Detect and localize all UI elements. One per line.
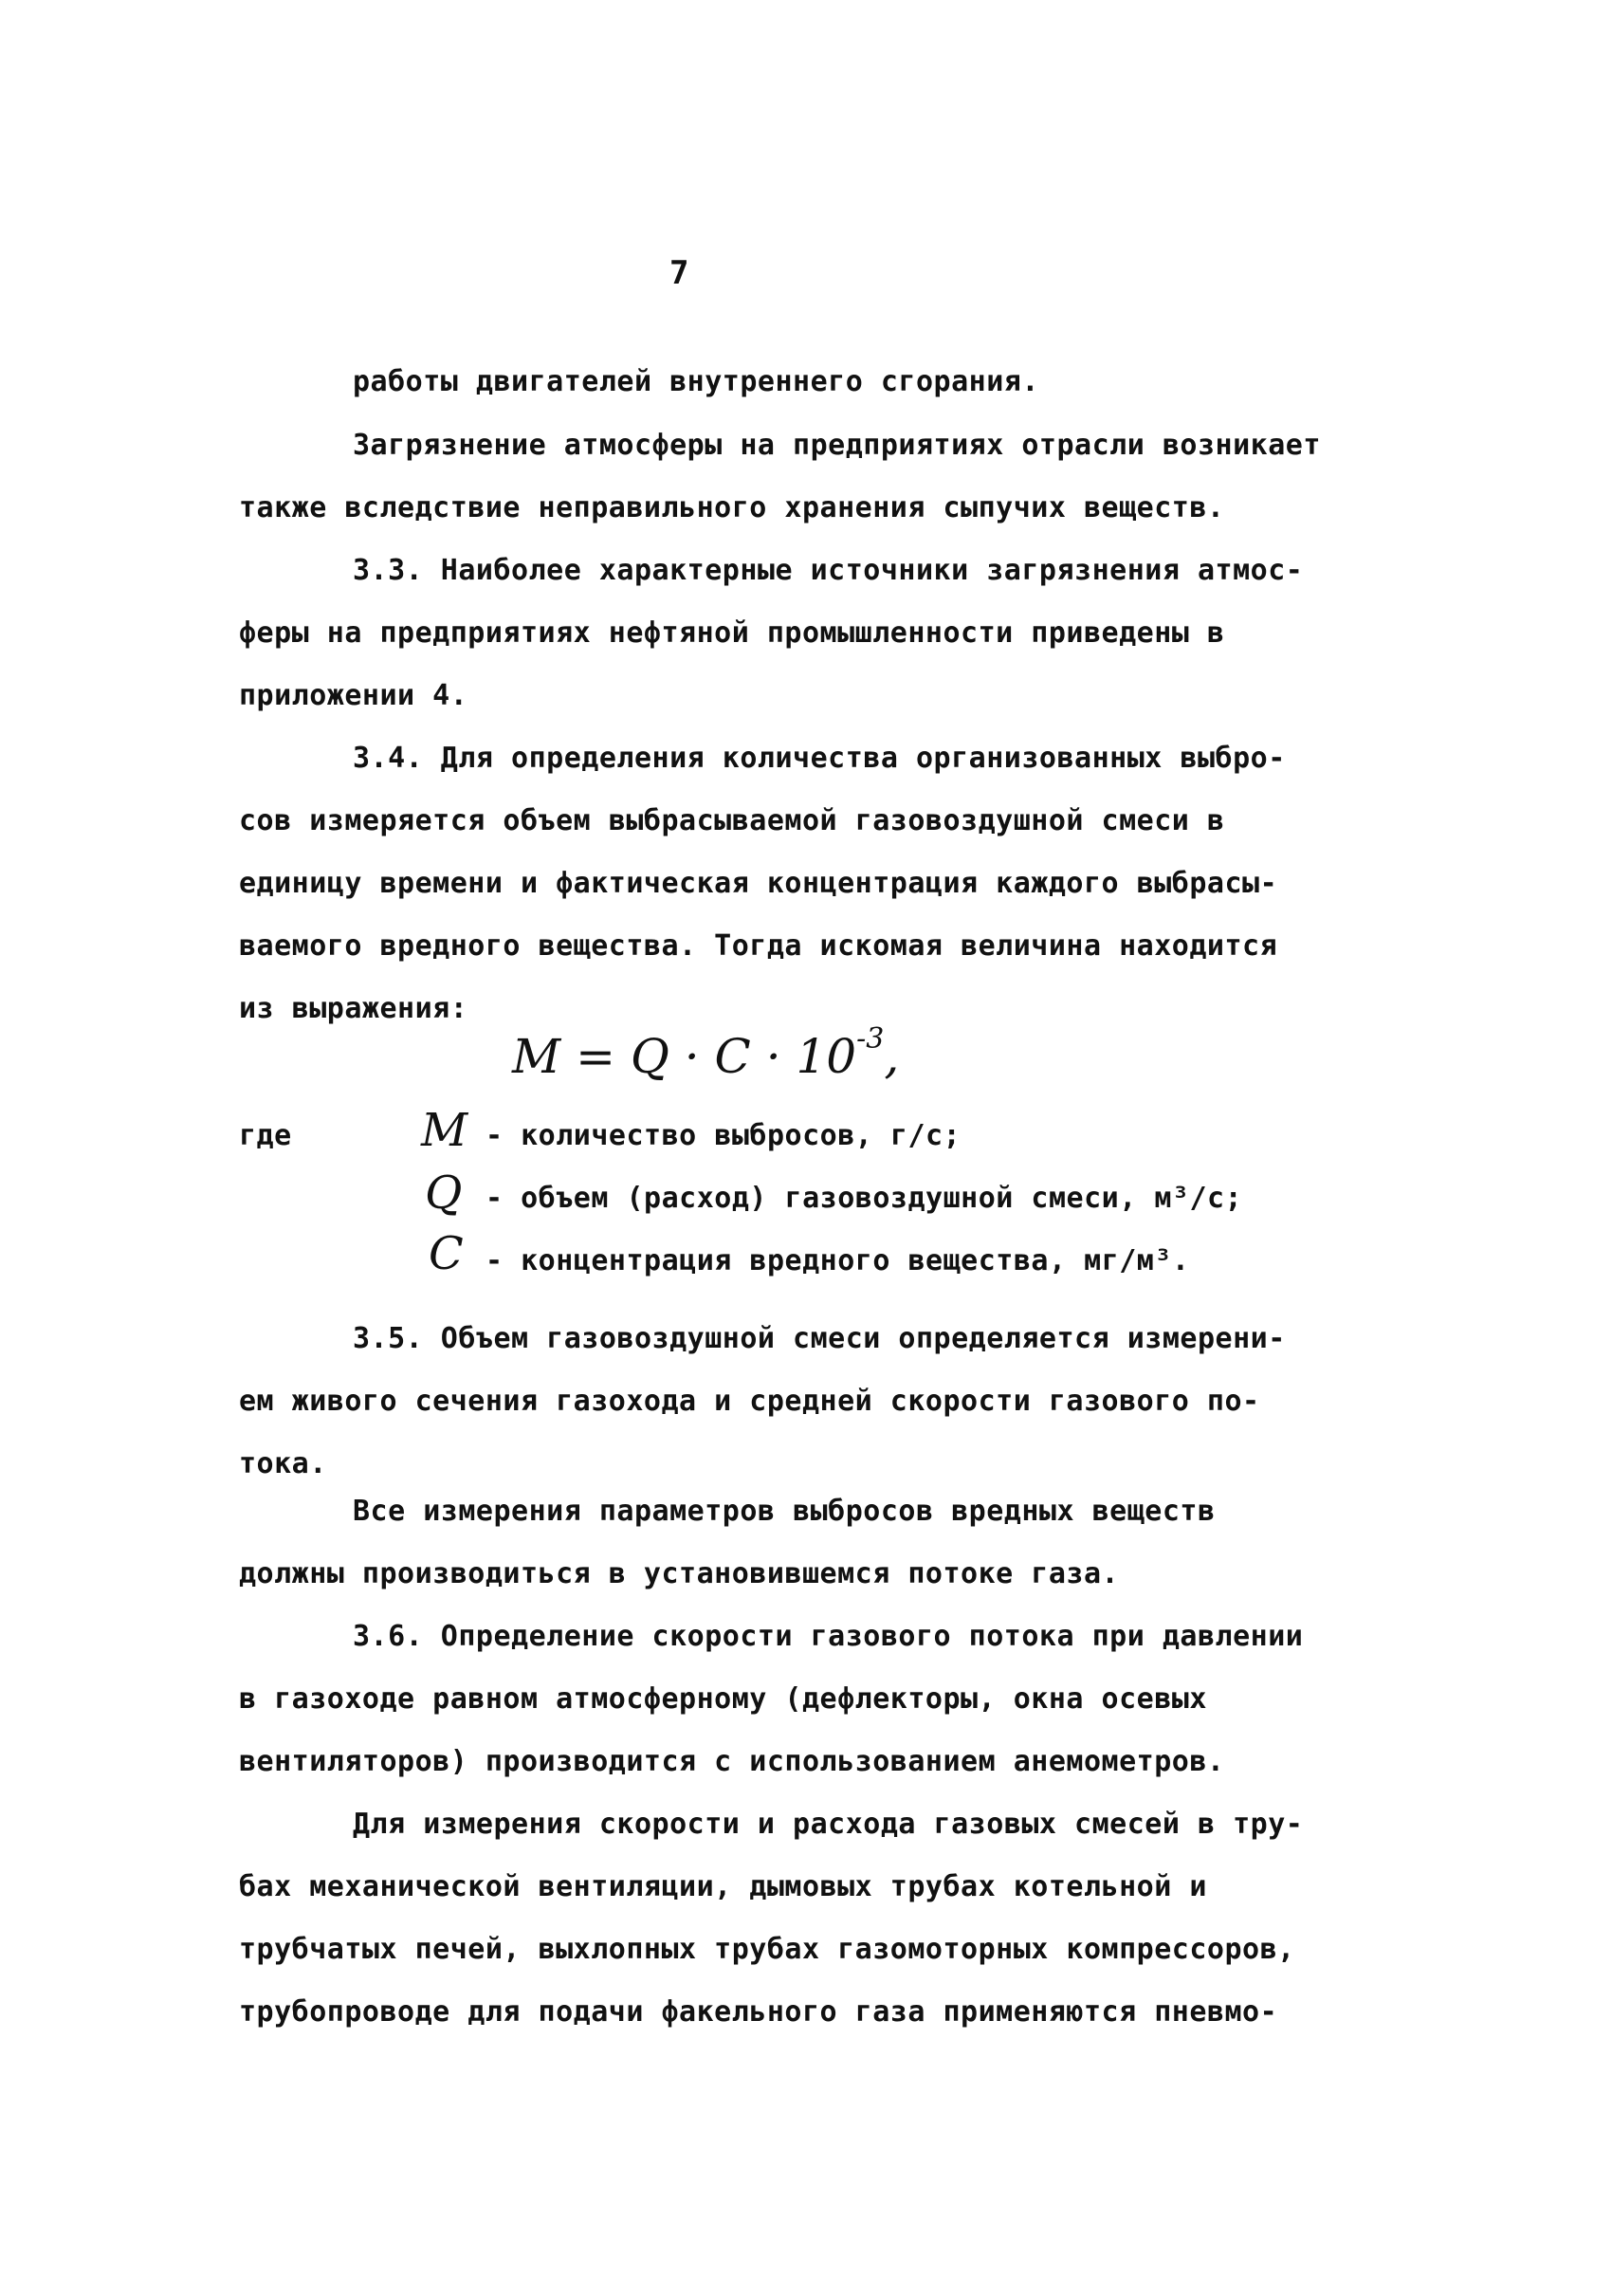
symbol-c: C: [429, 1227, 464, 1280]
text-line: должны производиться в установившемся потоке газа.: [239, 1557, 1120, 1590]
text-line: работы двигателей внутреннего сгорания.: [353, 365, 1039, 398]
text-line: 3.4. Для определения количества организованных выбро-: [353, 742, 1286, 775]
text-line: единицу времени и фактическая концентрация каждого выбрасы-: [239, 867, 1278, 900]
text-line: вентиляторов) производится с использованием анемометров.: [239, 1745, 1225, 1778]
text-line: Для измерения скорости и расхода газовых смесей в тру-: [353, 1808, 1304, 1841]
definition-q: - объем (расход) газовоздушной смеси, м³/с;: [485, 1182, 1243, 1215]
formula-body: M = Q · C · 10: [512, 1029, 857, 1084]
text-line: Загрязнение атмосферы на предприятиях отрасли возникает: [353, 429, 1321, 462]
page-number: 7: [669, 254, 689, 292]
symbol-q: Q: [425, 1166, 463, 1220]
text-line: приложении 4.: [239, 679, 468, 712]
formula-exponent: -3: [856, 1022, 885, 1056]
text-line: трубчатых печей, выхлопных трубах газомоторных компрессоров,: [239, 1933, 1295, 1966]
text-line: 3.6. Определение скорости газового потока при давлении: [353, 1620, 1304, 1653]
text-line: Все измерения параметров выбросов вредных веществ: [353, 1495, 1216, 1528]
where-label: где: [239, 1119, 292, 1152]
formula-tail: ,: [884, 1029, 900, 1084]
text-line: 3.3. Наиболее характерные источники загрязнения атмос-: [353, 554, 1304, 587]
text-line: бах механической вентиляции, дымовых трубах котельной и: [239, 1870, 1207, 1903]
text-line: 3.5. Объем газовоздушной смеси определяется измерени-: [353, 1322, 1286, 1355]
text-line: сов измеряется объем выбрасываемой газовоздушной смеси в: [239, 804, 1225, 837]
text-line: из выражения:: [239, 992, 468, 1025]
definition-m: - количество выбросов, г/с;: [485, 1119, 962, 1152]
emission-formula: [512, 1022, 900, 1084]
text-line: трубопроводе для подачи факельного газа применяются пневмо-: [239, 1995, 1278, 2029]
text-line: также вследствие неправильного хранения сыпучих веществ.: [239, 491, 1225, 524]
text-line: феры на предприятиях нефтяной промышленности приведены в: [239, 616, 1225, 650]
symbol-m: M: [421, 1104, 468, 1157]
definition-c: - концентрация вредного вещества, мг/м³.: [485, 1244, 1190, 1277]
text-line: в газоходе равном атмосферному (дефлекторы, окна осевых: [239, 1682, 1207, 1716]
text-line: ем живого сечения газохода и средней скорости газового по-: [239, 1385, 1260, 1418]
text-line: тока.: [239, 1447, 327, 1480]
text-line: ваемого вредного вещества. Тогда искомая величина находится: [239, 929, 1278, 963]
